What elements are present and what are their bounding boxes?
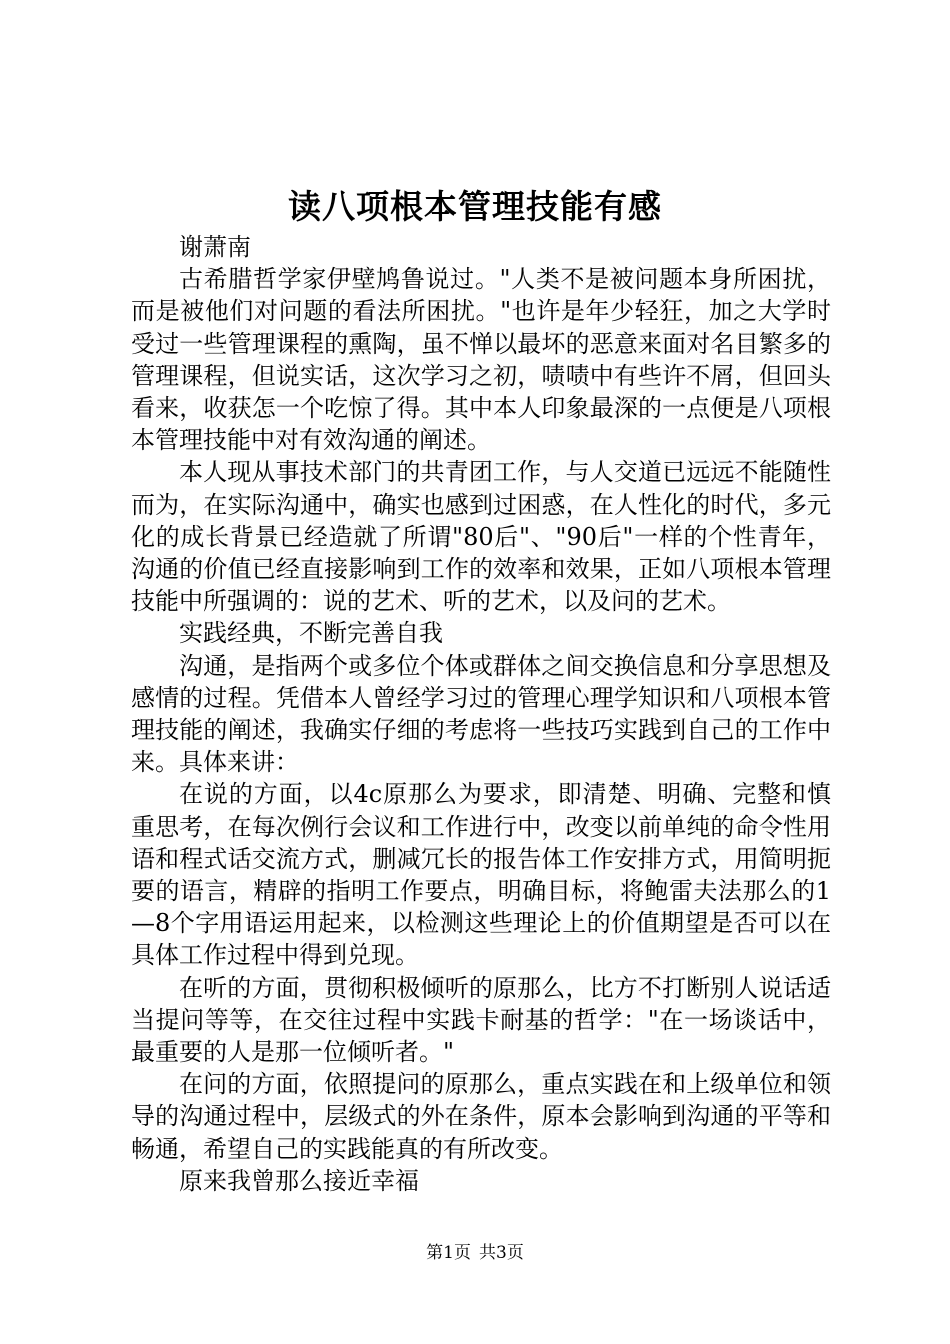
paragraph: 沟通，是指两个或多位个体或群体之间交换信息和分享思想及感情的过程。凭借本人曾经学习过的管理心理学知识和八项根本管理技能的阐述，我确实仔细的考虑将一些技巧实践到自己的工作中来。具体来讲： <box>131 651 831 777</box>
page-total: 共3页 <box>479 1243 524 1263</box>
page-number: 第1页 <box>426 1243 471 1263</box>
document-title: 读八项根本管理技能有感 <box>288 187 662 226</box>
paragraph: 古希腊哲学家伊壁鸠鲁说过。"人类不是被问题本身所困扰，而是被他们对问题的看法所困扰。"也许是年少轻狂，加之大学时受过一些管理课程的熏陶，虽不惮以最坏的恶意来面对名目繁多的管理课程，但说实话，这次学习之初，啧啧中有些许不屑，但回头看来，收获怎一个吃惊了得。其中本人印象最深的一点便是八项根本管理技能中对有效沟通的阐述。 <box>131 265 831 455</box>
page-footer <box>0 1241 950 1265</box>
section-heading: 原来我曾那么接近幸福 <box>179 1166 419 1195</box>
document-body <box>131 231 831 1197</box>
paragraph: 本人现从事技术部门的共青团工作，与人交道已远远不能随性而为，在实际沟通中，确实也感到过困惑，在人性化的时代，多元化的成长背景已经造就了所谓"80后"、"90后"一样的个性青年，沟通的价值已经直接影响到工作的效率和效果，正如八项根本管理技能中所强调的：说的艺术、听的艺术，以及问的艺术。 <box>131 458 831 616</box>
paragraph: 在问的方面，依照提问的原那么，重点实践在和上级单位和领导的沟通过程中，层级式的外在条件，原本会影响到沟通的平等和畅通，希望自己的实践能真的有所改变。 <box>131 1070 831 1163</box>
section-heading: 实践经典，不断完善自我 <box>179 619 443 648</box>
paragraph: 在听的方面，贯彻积极倾听的原那么，比方不打断别人说话适当提问等等，在交往过程中实践卡耐基的哲学："在一场谈话中，最重要的人是那一位倾听者。" <box>131 973 831 1067</box>
paragraph: 在说的方面，以4c原那么为要求，即清楚、明确、完整和慎重思考，在每次例行会议和工作进行中，改变以前单纯的命令性用语和程式话交流方式，删减冗长的报告体工作安排方式，用简明扼要的语言，精辟的指明工作要点，明确目标，将鲍雷夫法那么的1—8个字用语运用起来，以检测这些理论上的价值期望是否可以在具体工作过程中得到兑现。 <box>131 780 831 970</box>
author-line: 谢萧南 <box>179 233 251 261</box>
